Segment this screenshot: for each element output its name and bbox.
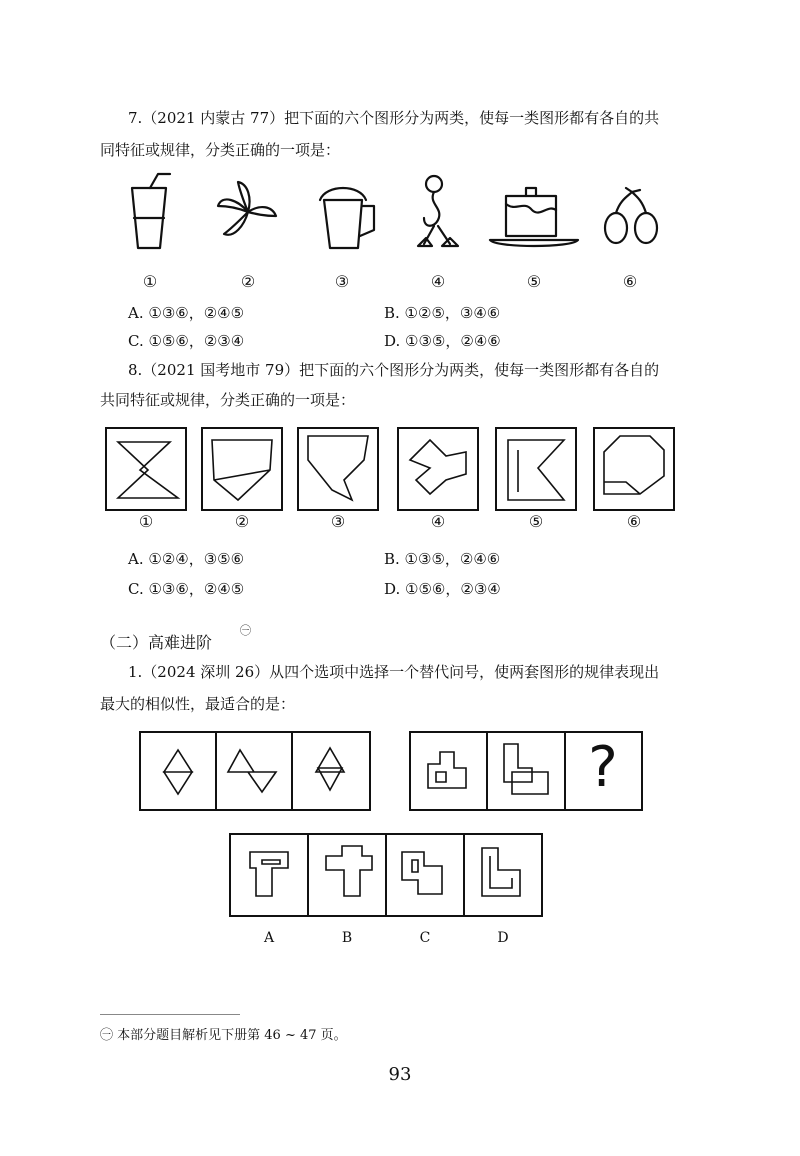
q1-choices [0,830,800,930]
q8-figures [0,420,800,520]
choice-c-shape [402,852,442,894]
q7-option-a[interactable]: A. ①③⑥，②④⑤ [128,304,245,322]
choice-c-label[interactable]: C [419,930,431,946]
q8-label-5: ⑤ [528,512,544,531]
q7-label-1: ① [142,272,158,291]
q7-label-3: ③ [334,272,350,291]
q7-option-b[interactable]: B. ①②⑤，③④⑥ [384,304,501,322]
choice-b-label[interactable]: B [341,930,353,946]
choice-b-shape [326,846,372,896]
q7-label-6: ⑥ [622,272,638,291]
q8-square-1 [106,428,186,510]
q8-square-6 [594,428,674,510]
q7-figures [0,170,800,260]
q7-label-2: ② [240,272,256,291]
q1-left-set [140,732,370,810]
q7-option-c[interactable]: C. ①⑤⑥，②③④ [128,332,245,350]
section-title: （二）高难进阶 [100,633,213,652]
choice-a-shape [250,852,288,896]
question-mark: ? [588,735,618,800]
cherries-figure [605,188,657,243]
cup-figure [132,174,170,248]
q8-square-2 [202,428,282,510]
q7-label-4: ④ [430,272,446,291]
q8-square-3 [298,428,378,510]
footnote-text: ㊀ 本部分题目解析见下册第 46 ~ 47 页。 [100,1028,347,1043]
q7-label-5: ⑤ [526,272,542,291]
q8-option-b[interactable]: B. ①③⑤，②④⑥ [384,550,501,568]
q1-figure-sets [0,728,800,828]
q8-option-c[interactable]: C. ①③⑥，②④⑤ [128,580,245,598]
q1-line2: 最大的相似性，最适合的是： [100,695,296,713]
kettle-figure [320,188,374,248]
choice-d-shape [482,848,520,896]
choice-d-label[interactable]: D [497,930,509,946]
choice-a-label[interactable]: A [263,930,275,946]
q8-option-a[interactable]: A. ①②④，③⑤⑥ [128,550,245,568]
q7-line2: 同特征或规律，分类正确的一项是： [100,141,341,159]
cake-figure [490,188,578,246]
q1-line1: 1.（2024 深圳 26）从四个选项中选择一个替代问号，使两套图形的规律表现出 [128,663,660,681]
q8-label-6: ⑥ [626,512,642,531]
q8-option-d[interactable]: D. ①⑤⑥，②③④ [384,580,501,598]
q7-option-d[interactable]: D. ①③⑤，②④⑥ [384,332,501,350]
q8-line1: 8.（2021 国考地市 79）把下面的六个图形分为两类，使每一类图形都有各自的 [128,361,660,379]
q8-label-1: ① [138,512,154,531]
footnote-divider [100,1014,240,1015]
page-number: 93 [388,1064,412,1085]
q8-square-5 [496,428,576,510]
q8-square-4 [398,428,478,510]
section-footnote-mark: ㊀ [240,624,251,637]
q8-label-2: ② [234,512,250,531]
q7-line1: 7.（2021 内蒙古 77）把下面的六个图形分为两类，使每一类图形都有各自的共 [128,109,660,127]
pinwheel-figure [218,182,276,235]
stick-figure [418,176,458,246]
q8-line2: 共同特征或规律，分类正确的一项是： [100,391,356,409]
q8-label-4: ④ [430,512,446,531]
q8-label-3: ③ [330,512,346,531]
